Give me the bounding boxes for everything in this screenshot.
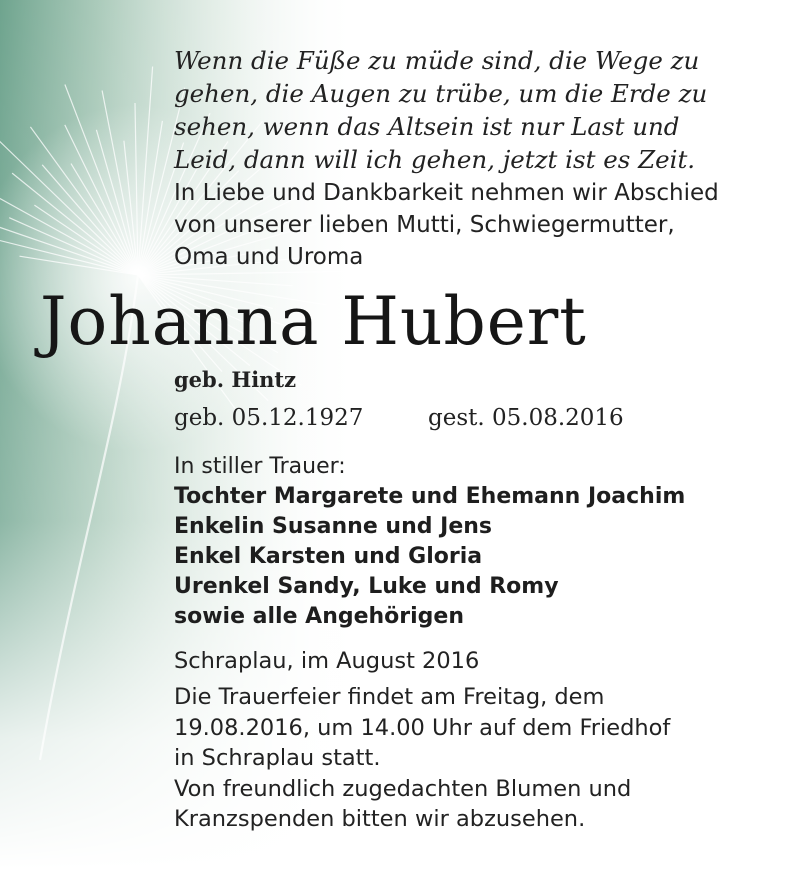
maiden-name: geb. Hintz (174, 367, 297, 392)
funeral-line: Von freundlich zugedachten Blumen und (174, 775, 632, 802)
deceased-name: Johanna Hubert (40, 283, 587, 360)
funeral-line: Die Trauerfeier findet am Freitag, dem (174, 684, 605, 710)
mourners-heading: In stiller Trauer: (174, 454, 346, 479)
funeral-line: Kranzspenden bitten wir abzusehen. (174, 806, 586, 832)
intro-line: Oma und Uroma (174, 244, 364, 270)
poem-line: gehen, die Augen zu trübe, um die Erde zu (174, 79, 708, 108)
place-and-date: Schraplau, im August 2016 (174, 648, 480, 674)
intro-line: In Liebe und Dankbarkeit nehmen wir Abschied (174, 180, 719, 206)
poem-line: sehen, wenn das Altsein ist nur Last und (174, 112, 680, 141)
birth-date: geb. 05.12.1927 (174, 405, 364, 431)
mourner-line: Enkelin Susanne und Jens (174, 514, 493, 539)
poem-line: Wenn die Füße zu müde sind, die Wege zu (174, 46, 700, 75)
poem-line: Leid, dann will ich gehen, jetzt ist es Zeit. (174, 145, 696, 174)
funeral-info (174, 682, 670, 835)
mourner-line: Tochter Margarete und Ehemann Joachim (174, 484, 686, 509)
death-date: gest. 05.08.2016 (428, 405, 624, 431)
funeral-line: 19.08.2016, um 14.00 Uhr auf dem Friedhof (174, 714, 671, 741)
mourner-line: sowie alle Angehörigen (174, 604, 465, 629)
farewell-intro (174, 177, 719, 273)
mourner-line: Urenkel Sandy, Luke und Romy (174, 574, 559, 599)
poem (174, 44, 707, 176)
mourners-list (174, 482, 685, 632)
intro-line: von unserer lieben Mutti, Schwiegermutter, (174, 212, 675, 238)
funeral-line: in Schraplau statt. (174, 745, 381, 771)
mourner-line: Enkel Karsten und Gloria (174, 544, 483, 569)
